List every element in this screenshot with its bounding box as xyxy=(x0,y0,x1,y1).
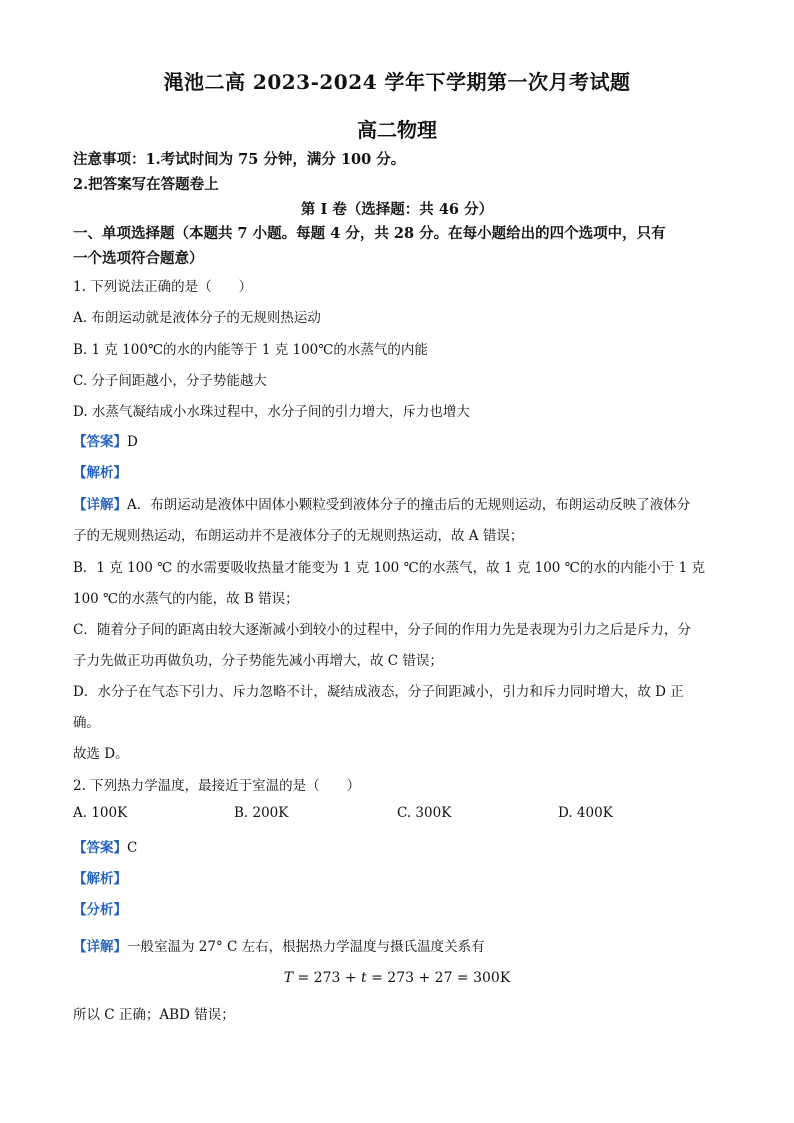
section-instruction-1: 一、单项选择题（本题共 7 小题。每题 4 分，共 28 分。在每小题给出的四个选项中，只有 xyxy=(73,225,666,242)
q1-detail-line-1 xyxy=(73,493,690,513)
q1-option-d: D. 水蒸气凝结成小水珠过程中，水分子间的引力增大，斥力也增大 xyxy=(73,404,470,420)
notice-line-2: 2.把答案写在答题卷上 xyxy=(73,176,219,193)
q1-answer xyxy=(73,430,138,450)
detail-tag: 【详解】 xyxy=(73,497,127,513)
q1-detail-line-2: 子的无规则热运动，布朗运动并不是液体分子的无规则热运动，故 A 错误； xyxy=(73,528,524,544)
formula-t: t xyxy=(361,970,367,986)
q1-detail-line-5: C．随着分子间的距离由较大逐渐减小到较小的过程中，分子间的作用力先是表现为引力之后是斥力，分 xyxy=(73,622,691,638)
exam-title: 渑池二高 2023-2024 学年下学期第一次月考试题 xyxy=(163,70,631,94)
q2-formula xyxy=(0,970,794,986)
q2-option-c: C. 300K xyxy=(397,805,452,821)
q2-analysis-tag xyxy=(73,867,127,887)
section-instruction-2: 一个选项符合题意） xyxy=(73,250,204,267)
q2-option-b: B. 200K xyxy=(234,805,289,821)
formula-end: = 273 + 27 = 300K xyxy=(366,970,511,986)
fenxi-tag: 【分析】 xyxy=(73,902,127,918)
q1-option-a: A. 布朗运动就是液体分子的无规则热运动 xyxy=(73,310,321,326)
q1-analysis-tag xyxy=(73,461,127,481)
q2-answer-value: C xyxy=(127,840,138,856)
analysis-tag: 【解析】 xyxy=(73,871,127,887)
q1-answer-value: D xyxy=(127,434,138,450)
exam-subject: 高二物理 xyxy=(357,118,437,142)
q1-stem: 1. 下列说法正确的是（ ） xyxy=(73,279,253,295)
q1-detail-line-7: D．水分子在气态下引力、斥力忽略不计，凝结成液态，分子间距减小，引力和斥力同时增大，故 D 正 xyxy=(73,684,684,700)
formula-mid: = 273 + xyxy=(293,970,362,986)
q1-option-b: B. 1 克 100℃的水的内能等于 1 克 100℃的水蒸气的内能 xyxy=(73,342,428,358)
q1-detail-text-1: A．布朗运动是液体中固体小颗粒受到液体分子的撞击后的无规则运动，布朗运动反映了液体分 xyxy=(127,497,691,513)
q1-detail-line-6: 子力先做正功再做负功，分子势能先减小再增大，故 C 错误； xyxy=(73,653,443,669)
q1-conclusion: 故选 D。 xyxy=(73,746,129,762)
q2-detail-text: 一般室温为 27° C 左右，根据热力学温度与摄氏温度关系有 xyxy=(127,939,485,955)
q2-fenxi-tag xyxy=(73,898,127,918)
answer-tag: 【答案】 xyxy=(73,434,127,450)
q1-detail-line-4: 100 ℃的水蒸气的内能，故 B 错误； xyxy=(73,591,299,607)
q1-option-c: C. 分子间距越小，分子势能越大 xyxy=(73,373,267,389)
q2-detail-line xyxy=(73,935,485,955)
q1-detail-line-8: 确。 xyxy=(73,715,100,731)
section-title: 第 I 卷（选择题：共 46 分） xyxy=(300,201,494,218)
q1-detail-line-3: B．1 克 100 ℃ 的水需要吸收热量才能变为 1 克 100 ℃的水蒸气，故 1 克 100 ℃的水的内能小于 1 克 xyxy=(73,560,705,576)
notice-line-1: 注意事项：1.考试时间为 75 分钟，满分 100 分。 xyxy=(73,151,406,168)
q2-conclusion: 所以 C 正确；ABD 错误； xyxy=(73,1007,235,1023)
q2-stem: 2. 下列热力学温度，最接近于室温的是（ ） xyxy=(73,778,361,794)
answer-tag: 【答案】 xyxy=(73,840,127,856)
formula-T: T xyxy=(283,970,294,986)
detail-tag: 【详解】 xyxy=(73,939,127,955)
q2-answer xyxy=(73,836,137,856)
q2-option-d: D. 400K xyxy=(558,805,613,821)
analysis-tag: 【解析】 xyxy=(73,465,127,481)
q2-option-a: A. 100K xyxy=(73,805,128,821)
